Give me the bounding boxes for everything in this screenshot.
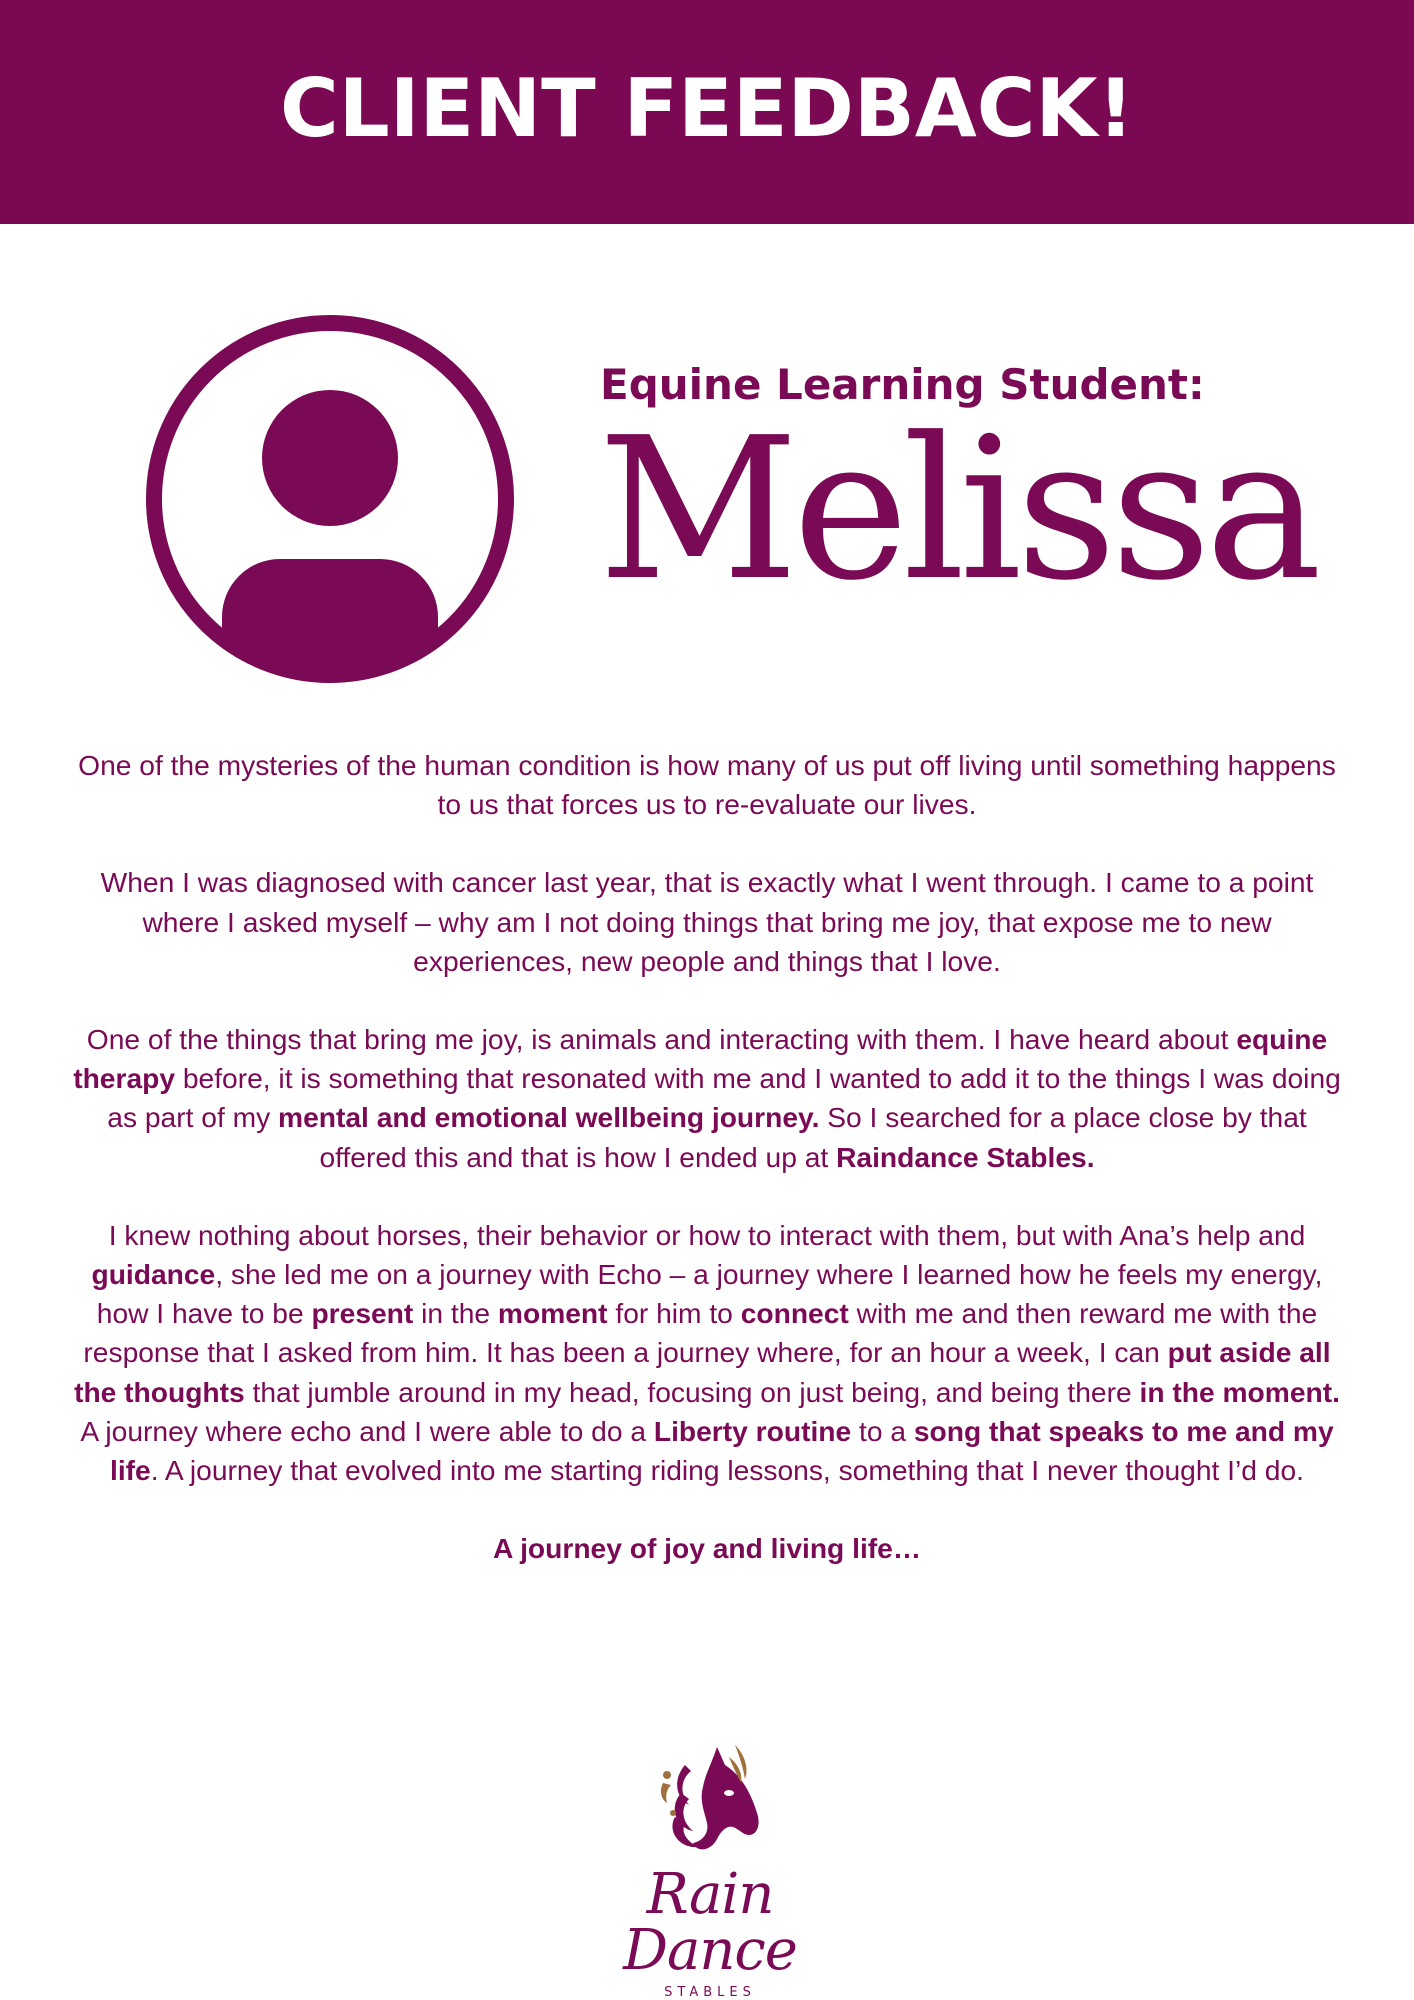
header-banner (0, 0, 1414, 224)
testimonial-paragraph-2: When I was diagnosed with cancer last year, that is exactly what I went through. I came to a point where I asked myself – why am I not doing things that bring me joy, that expose me to new experiences, new people and things that I love. (100, 866, 1314, 977)
text-run: to a (851, 1414, 914, 1447)
text-run: with me and then reward me with the response that I asked from him. It has been a journey where, for an hour a week, I can (83, 1297, 1318, 1369)
text-run: in the (413, 1297, 498, 1330)
text-run: before, it is something that resonated with me and I wanted to add it to the things I was doing as part of my (107, 1062, 1341, 1134)
closing-line: A journey of joy and living life… (492, 1532, 922, 1565)
user-avatar-icon (138, 307, 522, 691)
student-name: Melissa (598, 396, 1317, 624)
highlight-moment: moment (497, 1297, 608, 1330)
text-run: So I searched for a place close by that offered this and that is how I ended up at (319, 1101, 1307, 1173)
highlight-wellbeing-journey: mental and emotional wellbeing journey. (278, 1101, 820, 1134)
text-run: , she led me on a journey with Echo – a journey where I learned how he feels my energy, how I have to be (96, 1258, 1323, 1330)
text-run: for him to (607, 1297, 741, 1330)
text-run: . A journey that evolved into me starting riding lessons, something that I never thought I’d do. (150, 1454, 1304, 1487)
highlight-equine-therapy: equine therapy (73, 1023, 1328, 1095)
highlight-liberty-routine: Liberty routine (653, 1414, 852, 1447)
testimonial-paragraph-1: One of the mysteries of the human condition is how many of us put off living until something happens to us that forces us to re-evaluate our lives. (78, 749, 1336, 821)
testimonial-closing (70, 1529, 1344, 1568)
highlight-raindance-stables: Raindance Stables. (836, 1140, 1095, 1173)
highlight-present: present (311, 1297, 414, 1330)
page-title: CLIENT FEEDBACK! (280, 61, 1134, 155)
highlight-in-the-moment: in the moment. (1139, 1375, 1340, 1408)
student-subtitle: Equine Learning Student: (600, 360, 1205, 409)
testimonial-paragraph-4 (70, 1216, 1344, 1490)
logo-brand-name: Rain Dance (623, 1862, 797, 1983)
highlight-song: song that speaks to me and my life (110, 1414, 1334, 1487)
text-run: A journey where echo and I were able to do a (80, 1414, 654, 1447)
highlight-guidance: guidance (91, 1258, 216, 1291)
testimonial-paragraph-3 (70, 1020, 1344, 1177)
testimonial-body (70, 746, 1344, 1607)
horse-head-logo-icon (645, 1735, 775, 1865)
rain-dance-logo (560, 1735, 860, 2000)
text-run: One of the things that bring me joy, is animals and interacting with them. I have heard about (86, 1023, 1237, 1056)
text-run: I knew nothing about horses, their behavior or how to interact with them, but with Ana’s help and (108, 1218, 1306, 1251)
text-run: that jumble around in my head, focusing on just being, and being there (244, 1375, 1140, 1408)
logo-tagline: STABLES (664, 1985, 756, 2000)
highlight-connect: connect (740, 1297, 849, 1330)
highlight-put-aside-thoughts: put aside all the thoughts (74, 1336, 1331, 1408)
